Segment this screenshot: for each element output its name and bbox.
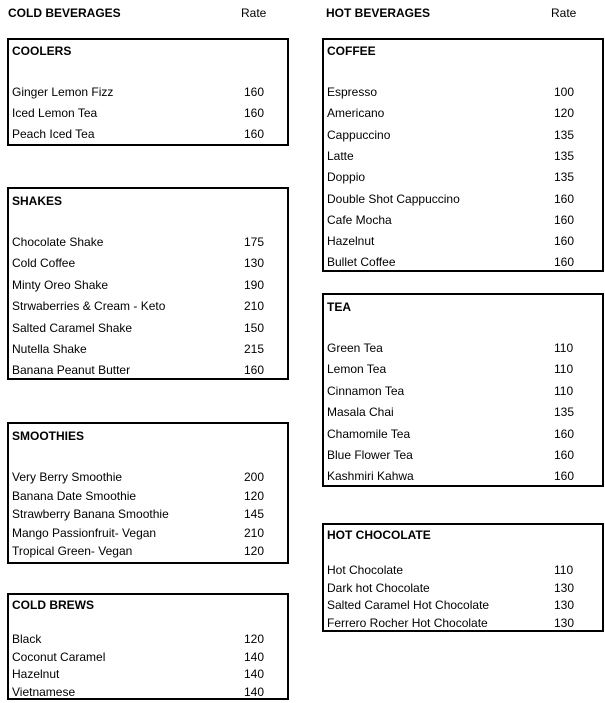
- menu-item: [324, 616, 602, 634]
- menu-item: [324, 170, 602, 188]
- item-price: 120: [244, 632, 265, 646]
- item-name: Strawberry Banana Smoothie: [12, 507, 169, 521]
- item-name: Espresso: [327, 85, 378, 99]
- item-name: Mango Passionfruit- Vegan: [12, 525, 157, 540]
- menu-item: [324, 149, 602, 167]
- item-price: 140: [244, 667, 265, 681]
- item-price: 160: [554, 426, 575, 441]
- item-price: 160: [554, 255, 575, 270]
- item-price: 110: [554, 383, 574, 398]
- item-price: 160: [244, 127, 265, 141]
- section-title: SMOOTHIES: [12, 429, 85, 443]
- item-price: 140: [244, 649, 265, 664]
- menu-item: [324, 448, 602, 466]
- menu-item: [9, 278, 287, 296]
- menu-item: [9, 256, 287, 274]
- item-price: 210: [244, 299, 265, 314]
- section-tea: [322, 293, 604, 487]
- menu-item: [324, 213, 602, 231]
- item-name: Nutella Shake: [12, 342, 87, 356]
- menu-item: [9, 85, 287, 103]
- item-price: 150: [244, 320, 265, 335]
- menu-item: [9, 470, 287, 488]
- cold-beverages-heading: COLD BEVERAGES: [8, 6, 121, 20]
- item-name: Masala Chai: [327, 405, 394, 420]
- item-name: Hot Chocolate: [327, 563, 404, 577]
- item-name: Bullet Coffee: [327, 255, 396, 270]
- item-name: Ginger Lemon Fizz: [12, 85, 114, 99]
- item-name: Iced Lemon Tea: [12, 106, 98, 120]
- item-price: 160: [244, 106, 265, 120]
- item-price: 160: [244, 363, 265, 378]
- item-price: 110: [554, 362, 574, 377]
- item-name: Green Tea: [327, 341, 383, 355]
- menu-item: [324, 106, 602, 124]
- item-price: 135: [554, 170, 575, 185]
- item-price: 160: [554, 469, 575, 484]
- item-price: 130: [244, 256, 265, 271]
- item-price: 160: [554, 448, 575, 462]
- item-price: 160: [554, 234, 575, 249]
- menu-item: [324, 192, 602, 210]
- menu-item: [324, 598, 602, 616]
- item-price: 110: [554, 563, 574, 577]
- menu-item: [9, 127, 287, 145]
- item-name: Ferrero Rocher Hot Chocolate: [327, 615, 488, 630]
- item-name: Coconut Caramel: [12, 649, 106, 664]
- menu-item: [9, 667, 287, 685]
- rate-heading-left: Rate: [241, 6, 267, 20]
- menu-item: [9, 299, 287, 317]
- item-name: Salted Caramel Hot Chocolate: [327, 598, 490, 612]
- item-name: Strwaberries & Cream - Keto: [12, 299, 166, 314]
- item-price: 140: [244, 684, 265, 699]
- section-title: HOT CHOCOLATE: [327, 528, 431, 542]
- section-title: COLD BREWS: [12, 598, 94, 612]
- item-name: Latte: [327, 148, 354, 163]
- menu-item: [9, 106, 287, 124]
- item-price: 120: [554, 106, 575, 121]
- item-name: Chamomile Tea: [327, 426, 411, 441]
- item-price: 215: [244, 342, 265, 356]
- item-price: 200: [244, 470, 265, 484]
- menu-item: [9, 363, 287, 381]
- item-name: Blue Flower Tea: [327, 448, 413, 462]
- item-name: Black: [12, 632, 42, 646]
- item-name: Vietnamese: [12, 684, 76, 699]
- section-smoothies: [7, 422, 289, 564]
- menu-item: [9, 321, 287, 339]
- item-price: 210: [244, 525, 265, 540]
- section-hot-chocolate: [322, 523, 604, 632]
- item-name: Salted Caramel Shake: [12, 320, 133, 335]
- menu-item: [324, 563, 602, 581]
- item-price: 120: [244, 488, 265, 503]
- menu-item: [9, 632, 287, 650]
- rate-heading-right: Rate: [551, 6, 577, 20]
- item-name: Lemon Tea: [327, 362, 387, 377]
- item-name: Tropical Green- Vegan: [12, 544, 133, 558]
- item-name: Americano: [327, 106, 385, 121]
- item-name: Doppio: [327, 170, 366, 185]
- item-price: 100: [554, 85, 575, 99]
- menu-item: [9, 507, 287, 525]
- section-shakes: [7, 187, 289, 380]
- menu-item: [9, 235, 287, 253]
- item-name: Dark hot Chocolate: [327, 580, 430, 595]
- section-title: TEA: [327, 300, 351, 314]
- item-name: Cold Coffee: [12, 256, 76, 271]
- item-price: 160: [554, 191, 575, 206]
- item-name: Hazelnut: [327, 234, 375, 249]
- item-price: 190: [244, 277, 265, 292]
- item-name: Double Shot Cappuccino: [327, 191, 460, 206]
- menu-item: [324, 469, 602, 487]
- section-title: COFFEE: [327, 44, 376, 58]
- menu-item: [324, 255, 602, 273]
- section-title: COOLERS: [12, 44, 72, 58]
- item-price: 135: [554, 148, 575, 163]
- item-price: 175: [244, 235, 265, 249]
- item-price: 135: [554, 127, 575, 142]
- item-name: Cappuccino: [327, 127, 391, 142]
- menu-item: [324, 234, 602, 252]
- item-price: 130: [554, 580, 575, 595]
- menu-item: [324, 341, 602, 359]
- item-name: Banana Peanut Butter: [12, 363, 131, 378]
- menu-item: [9, 544, 287, 562]
- item-price: 160: [554, 212, 575, 227]
- menu-item: [324, 427, 602, 445]
- item-name: Peach Iced Tea: [12, 127, 95, 141]
- item-name: Very Berry Smoothie: [12, 470, 123, 484]
- menu-item: [9, 650, 287, 668]
- item-name: Minty Oreo Shake: [12, 277, 109, 292]
- menu-item: [324, 85, 602, 103]
- menu-item: [324, 581, 602, 599]
- menu-item: [324, 384, 602, 402]
- item-name: Cinnamon Tea: [327, 383, 405, 398]
- section-title: SHAKES: [12, 194, 63, 208]
- menu-item: [324, 362, 602, 380]
- item-price: 135: [554, 405, 575, 420]
- menu-item: [324, 128, 602, 146]
- menu-item: [9, 526, 287, 544]
- item-price: 130: [554, 598, 575, 612]
- item-name: Banana Date Smoothie: [12, 488, 137, 503]
- item-price: 160: [244, 85, 265, 99]
- menu-item: [9, 342, 287, 360]
- section-coolers: [7, 38, 289, 146]
- section-coffee: [322, 38, 604, 272]
- hot-beverages-heading: HOT BEVERAGES: [326, 6, 431, 20]
- item-name: Cafe Mocha: [327, 212, 392, 227]
- section-cold-brews: [7, 593, 289, 700]
- item-price: 145: [244, 507, 265, 521]
- item-name: Kashmiri Kahwa: [327, 469, 414, 484]
- item-price: 130: [554, 615, 575, 630]
- menu-item: [324, 405, 602, 423]
- menu-item: [9, 489, 287, 507]
- item-name: Hazelnut: [12, 667, 60, 681]
- item-name: Chocolate Shake: [12, 235, 104, 249]
- item-price: 120: [244, 544, 265, 558]
- item-price: 110: [554, 341, 574, 355]
